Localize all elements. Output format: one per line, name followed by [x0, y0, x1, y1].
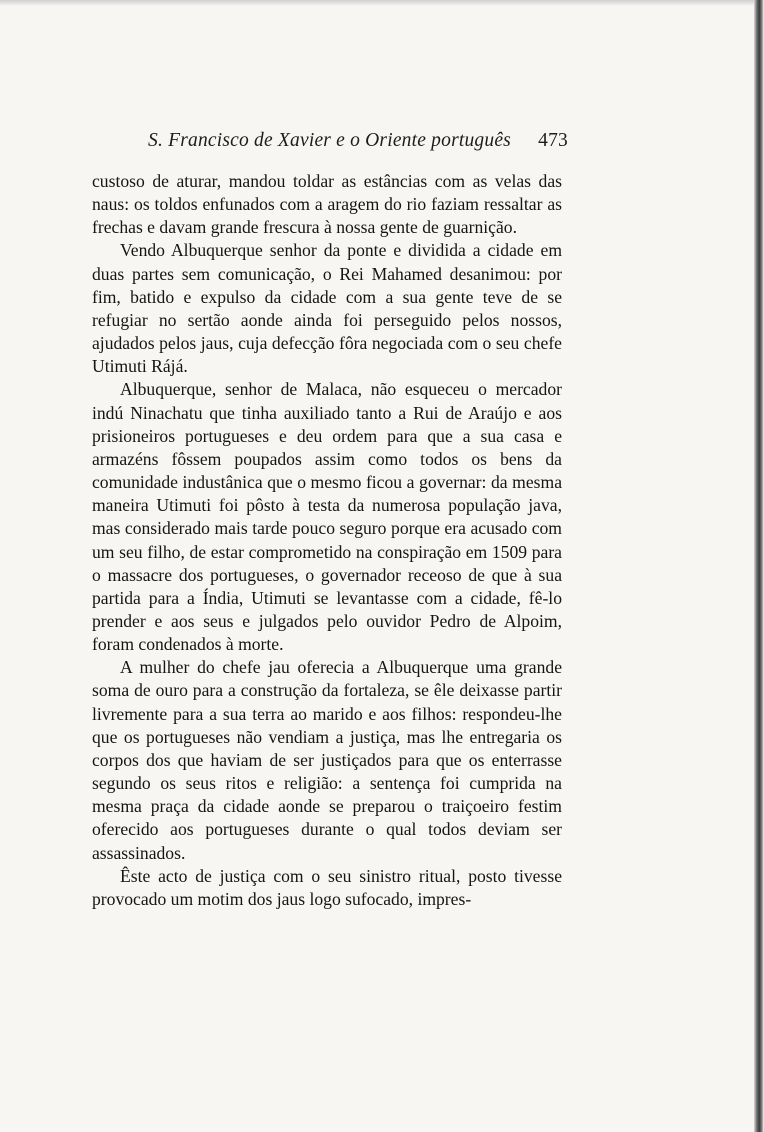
- paragraph: Albuquerque, senhor de Malaca, não esqueceu o mercador indú Ninachatu que tinha auxiliado tanto a Rui de Araújo e aos prisioneiros portugueses e deu ordem para que a sua casa e armazéns fôssem poupados assim como todos os bens da comunidade industânica que o mesmo ficou a governar: da mesma maneira Utimuti foi pôsto à testa da numerosa população java, mas considerado mais tarde pouco seguro porque era acusado com um seu filho, de estar comprometido na conspiração em 1509 para o massacre dos portugueses, o governador receoso de que à sua partida para a Índia, Utimuti se levantasse com a cidade, fê-lo prender e aos seus e julgados pelo ouvidor Pedro de Alpoim, foram condenados à morte.: [92, 379, 562, 655]
- page-binding-edge: [754, 0, 764, 1132]
- running-head-title: S. Francisco de Xavier e o Oriente português: [148, 130, 511, 151]
- paragraph: Vendo Albuquerque senhor da ponte e dividida a cidade em duas partes sem comunicação, o Rei Mahamed desanimou: por fim, batido e expulso da cidade com a sua gente teve de se refugiar no sertão aonde ainda foi perseguido pelos nossos, ajudados pelos jaus, cuja defecção fôra negociada com o seu chefe Utimuti Rájá.: [92, 240, 562, 377]
- running-head: [148, 130, 568, 158]
- body-text: [92, 170, 562, 911]
- paragraph: Êste acto de justiça com o seu sinistro ritual, posto tivesse provocado um motim dos jaus logo sufocado, impres-: [92, 865, 562, 909]
- page-number: 473: [538, 130, 568, 151]
- paragraph: A mulher do chefe jau oferecia a Albuquerque uma grande soma de ouro para a construção da fortaleza, se êle deixasse partir livremente para a sua terra ao marido e aos filhos: respondeu-lhe que os portugueses não vendiam a justiça, mas lhe entregaria os corpos dos que haviam de ser justiçados para que os enterrasse segundo os seus ritos e religião: a sentença foi cumprida na mesma praça da cidade aonde se preparou o traiçoeiro festim oferecido aos portugueses durante o qual todos deviam ser assassinados.: [92, 657, 562, 863]
- paragraph-continued: custoso de aturar, mandou toldar as estâncias com as velas das naus: os toldos enfunados com a aragem do rio faziam ressaltar as frechas e davam grande frescura à nossa gente de guarnição.: [92, 171, 562, 238]
- page-top-edge: [0, 0, 756, 6]
